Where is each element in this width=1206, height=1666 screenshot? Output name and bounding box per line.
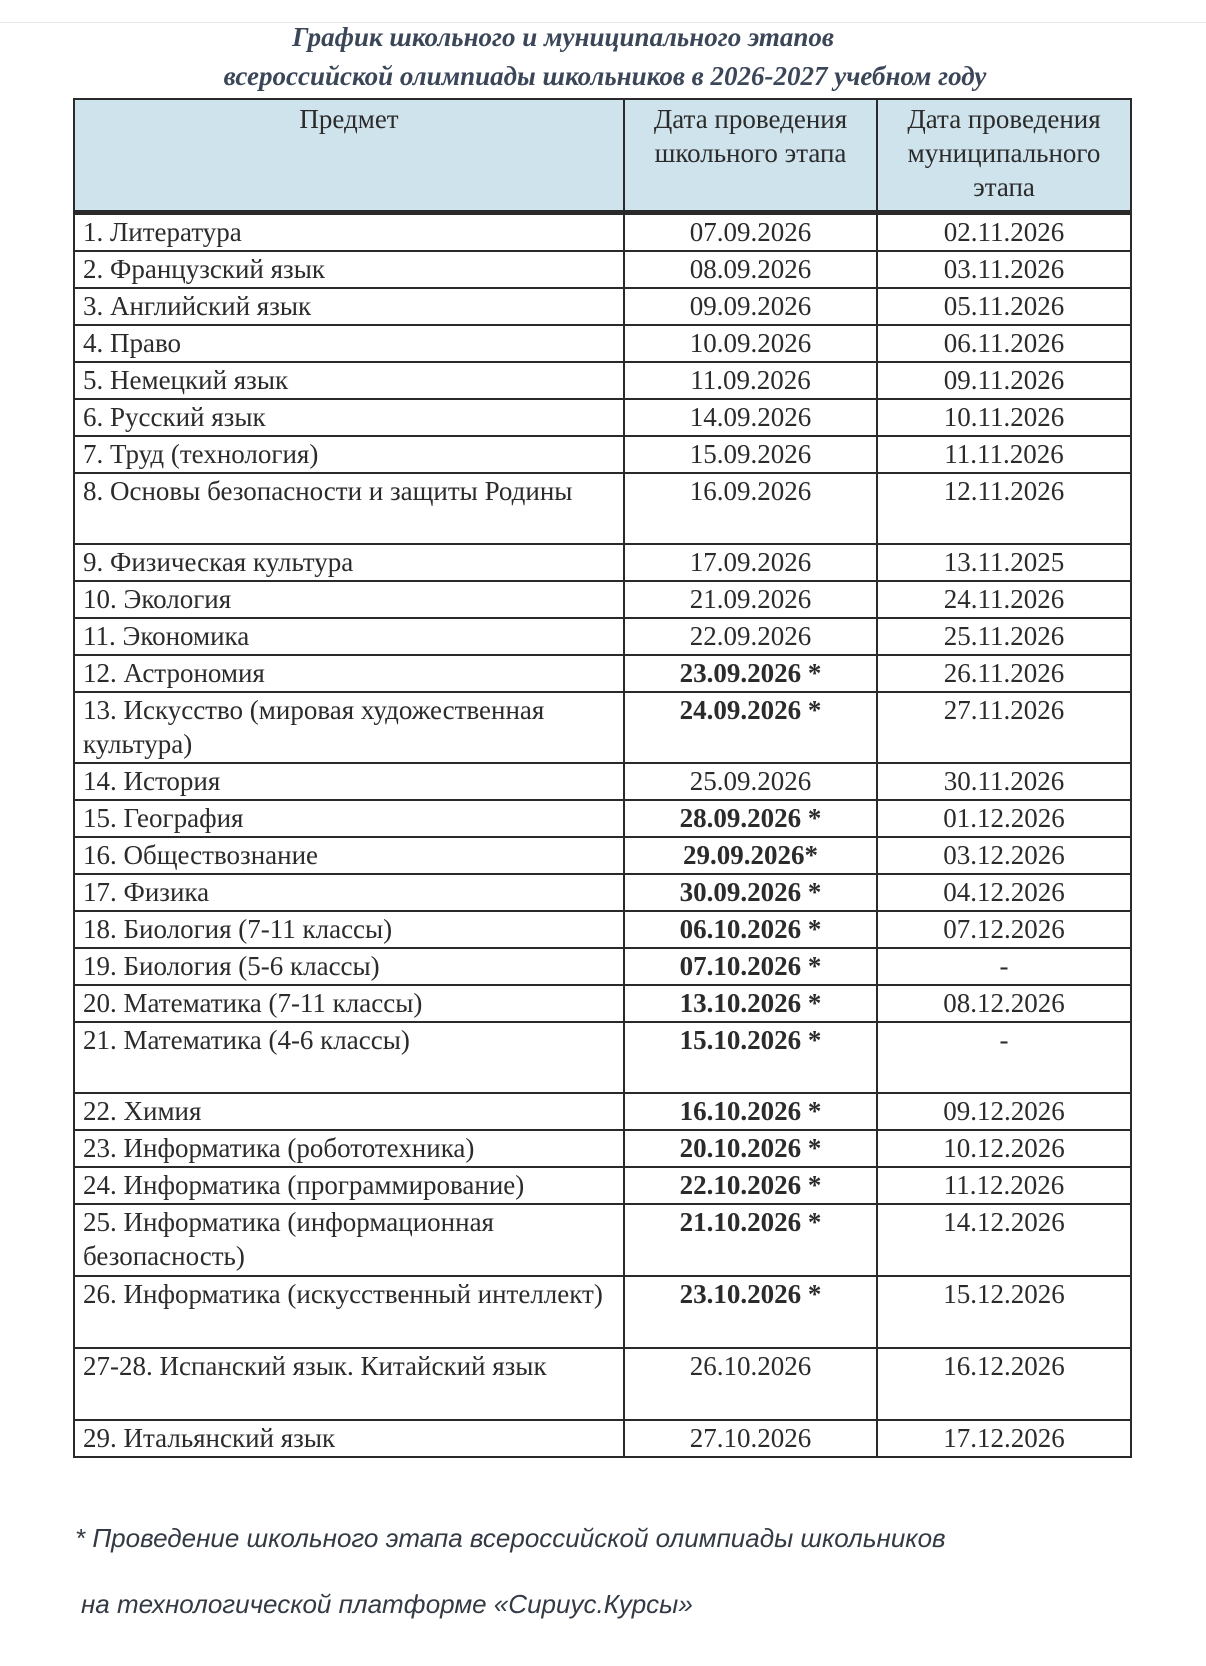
school-date-cell: 29.09.2026* — [624, 837, 877, 874]
municipal-date-cell: 05.11.2026 — [877, 288, 1131, 325]
school-date-cell: 14.09.2026 — [624, 399, 877, 436]
table-row — [74, 1420, 1131, 1457]
subject-cell: 5. Немецкий язык — [74, 362, 624, 399]
school-date-cell: 21.09.2026 — [624, 581, 877, 618]
table-row — [74, 837, 1131, 874]
subject-cell: 9. Физическая культура — [74, 544, 624, 581]
subject-cell: 23. Информатика (робототехника) — [74, 1130, 624, 1167]
document-title-line-1: График школьного и муниципального этапов — [292, 22, 834, 52]
school-date-cell: 30.09.2026 * — [624, 874, 877, 911]
school-date-cell: 21.10.2026 * — [624, 1204, 877, 1276]
table-row — [74, 692, 1131, 763]
municipal-date-cell: 06.11.2026 — [877, 325, 1131, 362]
subject-cell: 15. География — [74, 800, 624, 837]
table-body — [74, 213, 1131, 1458]
subject-cell: 18. Биология (7-11 классы) — [74, 911, 624, 948]
table-row — [74, 1167, 1131, 1204]
header-municipal-date: Дата проведения муниципального этапа — [877, 99, 1131, 213]
municipal-date-cell: - — [877, 948, 1131, 985]
footnote-line-1: * Проведение школьного этапа всероссийской олимпиады школьников — [75, 1523, 946, 1553]
school-date-cell: 23.10.2026 * — [624, 1276, 877, 1348]
header-school-date: Дата проведения школьного этапа — [624, 99, 877, 213]
table-row — [74, 800, 1131, 837]
school-date-cell: 15.09.2026 — [624, 436, 877, 473]
subject-cell: 2. Французский язык — [74, 251, 624, 288]
school-date-cell: 07.09.2026 — [624, 213, 877, 252]
table-row — [74, 911, 1131, 948]
school-date-cell: 11.09.2026 — [624, 362, 877, 399]
table-row — [74, 1130, 1131, 1167]
municipal-date-cell: 02.11.2026 — [877, 213, 1131, 252]
municipal-date-cell: 25.11.2026 — [877, 618, 1131, 655]
municipal-date-cell: 09.11.2026 — [877, 362, 1131, 399]
school-date-cell: 27.10.2026 — [624, 1420, 877, 1457]
table-row — [74, 581, 1131, 618]
municipal-date-cell: 01.12.2026 — [877, 800, 1131, 837]
school-date-cell: 17.09.2026 — [624, 544, 877, 581]
school-date-cell: 28.09.2026 * — [624, 800, 877, 837]
municipal-date-cell: 17.12.2026 — [877, 1420, 1131, 1457]
table-row — [74, 655, 1131, 692]
school-date-cell: 20.10.2026 * — [624, 1130, 877, 1167]
school-date-cell: 26.10.2026 — [624, 1348, 877, 1420]
table-row — [74, 251, 1131, 288]
municipal-date-cell: 09.12.2026 — [877, 1093, 1131, 1130]
municipal-date-cell: 24.11.2026 — [877, 581, 1131, 618]
table-row — [74, 325, 1131, 362]
municipal-date-cell: 12.11.2026 — [877, 473, 1131, 544]
table-row — [74, 1093, 1131, 1130]
table-row — [74, 1022, 1131, 1093]
subject-cell: 10. Экология — [74, 581, 624, 618]
table-row — [74, 436, 1131, 473]
table-row — [74, 874, 1131, 911]
school-date-cell: 08.09.2026 — [624, 251, 877, 288]
table-row — [74, 1204, 1131, 1276]
school-date-cell: 15.10.2026 * — [624, 1022, 877, 1093]
table-row — [74, 544, 1131, 581]
municipal-date-cell: 14.12.2026 — [877, 1204, 1131, 1276]
subject-cell: 26. Информатика (искусственный интеллект) — [74, 1276, 624, 1348]
table-row — [74, 1276, 1131, 1348]
school-date-cell: 25.09.2026 — [624, 763, 877, 800]
table-row — [74, 288, 1131, 325]
school-date-cell: 07.10.2026 * — [624, 948, 877, 985]
subject-cell: 29. Итальянский язык — [74, 1420, 624, 1457]
subject-cell: 4. Право — [74, 325, 624, 362]
subject-cell: 6. Русский язык — [74, 399, 624, 436]
subject-cell: 14. История — [74, 763, 624, 800]
subject-cell: 27-28. Испанский язык. Китайский язык — [74, 1348, 624, 1420]
table-row — [74, 1348, 1131, 1420]
subject-cell: 16. Обществознание — [74, 837, 624, 874]
subject-cell: 19. Биология (5-6 классы) — [74, 948, 624, 985]
subject-cell: 12. Астрономия — [74, 655, 624, 692]
table-row — [74, 213, 1131, 252]
municipal-date-cell: 08.12.2026 — [877, 985, 1131, 1022]
subject-cell: 25. Информатика (информационная безопасность) — [74, 1204, 624, 1276]
municipal-date-cell: 26.11.2026 — [877, 655, 1131, 692]
table-row — [74, 399, 1131, 436]
school-date-cell: 24.09.2026 * — [624, 692, 877, 763]
municipal-date-cell: 07.12.2026 — [877, 911, 1131, 948]
table-row — [74, 362, 1131, 399]
municipal-date-cell: 10.12.2026 — [877, 1130, 1131, 1167]
school-date-cell: 06.10.2026 * — [624, 911, 877, 948]
table-header-row — [74, 99, 1131, 213]
school-date-cell: 09.09.2026 — [624, 288, 877, 325]
subject-cell: 24. Информатика (программирование) — [74, 1167, 624, 1204]
municipal-date-cell: 15.12.2026 — [877, 1276, 1131, 1348]
subject-cell: 1. Литература — [74, 213, 624, 252]
municipal-date-cell: 04.12.2026 — [877, 874, 1131, 911]
municipal-date-cell: 16.12.2026 — [877, 1348, 1131, 1420]
school-date-cell: 22.09.2026 — [624, 618, 877, 655]
municipal-date-cell: 11.12.2026 — [877, 1167, 1131, 1204]
subject-cell: 17. Физика — [74, 874, 624, 911]
table-row — [74, 763, 1131, 800]
school-date-cell: 10.09.2026 — [624, 325, 877, 362]
municipal-date-cell: 03.11.2026 — [877, 251, 1131, 288]
subject-cell: 11. Экономика — [74, 618, 624, 655]
subject-cell: 22. Химия — [74, 1093, 624, 1130]
footnote-line-2: на технологической платформе «Сириус.Курсы» — [81, 1589, 693, 1619]
header-subject: Предмет — [74, 99, 624, 213]
municipal-date-cell: 13.11.2025 — [877, 544, 1131, 581]
school-date-cell: 13.10.2026 * — [624, 985, 877, 1022]
table-row — [74, 985, 1131, 1022]
school-date-cell: 16.09.2026 — [624, 473, 877, 544]
school-date-cell: 22.10.2026 * — [624, 1167, 877, 1204]
document-title-line-2: всероссийской олимпиады школьников в 2026-2027 учебном году — [223, 61, 987, 91]
school-date-cell: 16.10.2026 * — [624, 1093, 877, 1130]
subject-cell: 7. Труд (технология) — [74, 436, 624, 473]
municipal-date-cell: 03.12.2026 — [877, 837, 1131, 874]
subject-cell: 13. Искусство (мировая художественная культура) — [74, 692, 624, 763]
school-date-cell: 23.09.2026 * — [624, 655, 877, 692]
subject-cell: 21. Математика (4-6 классы) — [74, 1022, 624, 1093]
subject-cell: 3. Английский язык — [74, 288, 624, 325]
table-row — [74, 618, 1131, 655]
table-row — [74, 473, 1131, 544]
olympiad-schedule-table — [73, 98, 1132, 1458]
municipal-date-cell: - — [877, 1022, 1131, 1093]
municipal-date-cell: 11.11.2026 — [877, 436, 1131, 473]
subject-cell: 8. Основы безопасности и защиты Родины — [74, 473, 624, 544]
municipal-date-cell: 10.11.2026 — [877, 399, 1131, 436]
table-row — [74, 948, 1131, 985]
municipal-date-cell: 27.11.2026 — [877, 692, 1131, 763]
municipal-date-cell: 30.11.2026 — [877, 763, 1131, 800]
subject-cell: 20. Математика (7-11 классы) — [74, 985, 624, 1022]
